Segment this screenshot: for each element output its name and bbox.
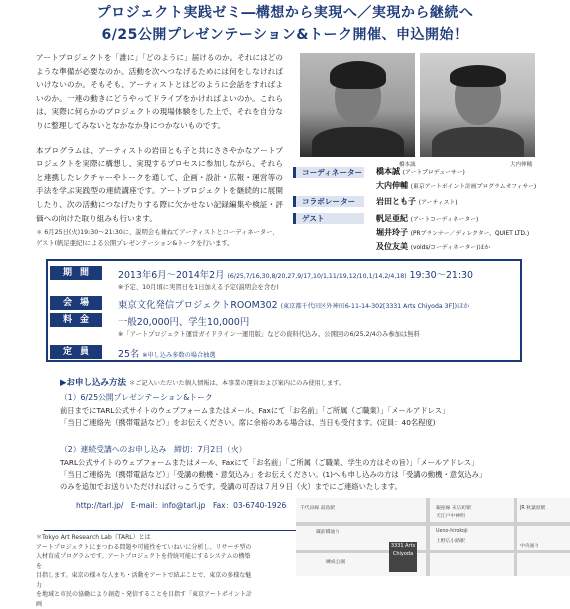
venue-name: 東京文化発信プロジェクトROOM302 [118, 300, 278, 311]
map-venue-marker: 3331 Arts Chiyoda [389, 542, 417, 572]
apply-heading [60, 376, 345, 388]
apply-section-2-line-3: のみを追加でお送りいただければけっこうです。受講の可否は７月９日（火）までにご連絡いたします。 [60, 482, 402, 491]
period-time: 19:30〜21:30 [409, 270, 473, 281]
map-park: 練成公園 [326, 560, 346, 565]
guest-1-name: 帆足亜紀 [376, 214, 408, 223]
apply-section-1-title: （1）6/25公開プレゼンテーション&トーク [60, 393, 213, 402]
portrait-photo-1 [300, 53, 415, 157]
photo-caption-2: 大内伸輔 [510, 162, 533, 168]
coordinator-2-name: 大内伸輔 [376, 181, 408, 190]
intro-paragraph-1: アートプロジェクトを「誰に」「どのように」届けるのか。それにはどのような準備が必要なのか。活動を次へつなげるためには何をしなければいけないのか。そもそも、アーティストとはどのように会話をすればよいのか。一連の動きにどうやってドライブをかければよいのか。これらは、実際に何らかのプロジェクトの現場体験をした上で、それを自分なりに整理してみないとなかなか身につかないものです。 [36, 53, 283, 130]
guest-2-role: (PRプランナー／ディレクター、QUIET LTD.) [410, 231, 530, 237]
guest-1 [376, 213, 478, 226]
footer-line-4: 目指します。東京の様々な人まち・活動をアートで結ぶことで、東京の多様な魅力 [36, 572, 252, 589]
map-label-ueno: Ueno-hirokoji [436, 529, 468, 534]
collaborator-name: 岩田とも子 [376, 197, 416, 206]
role-collaborator-label: コラボレーター [293, 196, 364, 207]
venue-label: 会場 [50, 296, 102, 310]
collaborator [376, 196, 457, 209]
apply-heading-note: ＊ご記入いただいた個人情報は、本事業の運営および案内にのみ使用します。 [129, 380, 346, 387]
apply-section-1-line-2: 「当日ご連絡先（携帯電話など）」をお伝えください。席に余裕のある場合は、当日も受付ます。(定員：40名程度) [60, 418, 436, 427]
collaborator-role: (アーティスト) [418, 200, 458, 206]
fee-note: ※「アートプロジェクト運営ガイドライン一運用版」などの資料代込み。公開回の6/25,2/4のみ参加は無料 [118, 331, 420, 338]
apply-section-2-line-2: 「当日ご連絡先（携帯電話など）」「受講の動機・意気込み」をお伝えください。(1)へも申し込みの方は「受講の動機・意気込み」 [60, 470, 487, 479]
guest-3-role: (voids/コーディネーター)ほか [410, 245, 491, 251]
guest-2 [376, 227, 529, 240]
guest-3 [376, 241, 490, 254]
fee-label: 料金 [50, 313, 102, 327]
apply-section-2-title: （2）連続受講へのお申し込み 締切：7月2日（火） [60, 445, 247, 454]
guest-1-role: (アートコーディネーター) [410, 217, 479, 223]
footer-line-3: 人材育成プログラムです。アートプロジェクトを持続可能にするシステムの構築を [36, 553, 251, 570]
apply-section-2-body [60, 457, 530, 493]
coordinator-2 [376, 180, 536, 193]
role-guest-label: ゲスト [293, 213, 364, 224]
intro-note-line-1: ＊ 6月25日(火)19:30〜21:30に、説明会も兼ねてアーティストとコーディネーター、 [36, 229, 279, 237]
capacity-label: 定員 [50, 345, 102, 359]
period-value [118, 267, 473, 281]
map-label-hall: 天江戸中神明 [436, 514, 465, 519]
intro-note [36, 227, 283, 249]
apply-section-2-line-1: TARL公式サイトのウェブフォームまたはメール、Faxにて「お名前」「ご所属（ご職業、学生の方はその旨）」「メールアドレス」 [60, 458, 479, 467]
capacity-number: 25名 [118, 349, 140, 360]
map-label-akiba: JR 秋葉原駅 [520, 506, 546, 511]
map-road-2: 中央通り [520, 544, 540, 549]
fee-value: 一般20,000円、学生10,000円 [118, 317, 250, 328]
coordinator-1-name: 橋本誠 [376, 167, 400, 176]
map-road-1: 蔵前橋通り [316, 530, 340, 535]
venue-value [118, 297, 469, 311]
map-station-1: 千代田線 湯島駅 [300, 506, 336, 511]
intro-text [36, 51, 283, 249]
period-note: ※予定、10月頃に実習日を1日加える予定(説明会を含む) [118, 284, 279, 291]
footer-text [36, 533, 256, 609]
photo-caption-1: 橋本誠 [399, 162, 416, 168]
coordinator-1 [376, 166, 465, 179]
apply-heading-title: ▶お申し込み方法 [60, 378, 127, 388]
apply-section-1-line-1: 前日までにTARL公式サイトのウェブフォームまたはメール、Faxにて「お名前」「ご所属（ご職業）」「メールアドレス」 [60, 406, 450, 415]
intro-paragraph-2: 本プログラムは、アーティストの岩田とも子と共にささやかなアートプロジェクトを実際に構想し、実現するプロセスに参加しながら、それらと連携したレクチャーやトークを通して、企画・設計・広報・運営等の手法を学ぶ実践型の連続講座です。アートプロジェクトを継続的に展開したり、次の活動につなげたりする際に欠かせない記録編集や検証・評価への向けた取り組みも行います。 [36, 145, 283, 223]
period-range: 2013年6月〜2014年2月 [118, 270, 225, 281]
footer-line-2: アートプロジェクトにまつわる問題や可能性をていねいに分析し、リサーチ型の [36, 543, 252, 551]
map-station-2: 銀座線 末広町駅 [436, 506, 472, 511]
apply-section-1-body [60, 405, 530, 429]
page-subtitle: 6/25公開プレゼンテーション&トーク開催、申込開始！ [101, 27, 469, 43]
map-label-station: 上野広小路駅 [436, 539, 465, 544]
footer-line-5: を地域と市民の協働により創造・発信することを目指す「東京アートポイント計画 [36, 591, 252, 608]
capacity-value [118, 346, 216, 360]
period-label: 期間 [50, 266, 102, 280]
coordinator-1-role: (アートプロデューサー) [402, 170, 465, 176]
footer-line-1: ＊Tokyo Art Research Lab（TARL）とは [36, 534, 151, 541]
coordinator-2-role: (東京アートポイント計画プログラムオフィサー) [410, 184, 537, 190]
guest-2-name: 堀井玲子 [376, 228, 408, 237]
portrait-photo-2 [420, 53, 535, 157]
page-title: プロジェクト実践ゼミ―構想から実現へ／実現から継続へ [96, 5, 474, 21]
capacity-note: ※申し込み多数の場合抽選 [142, 352, 216, 359]
contact-line: http://tarl.jp/ E-mail：info@tarl.jp Fax：03-6740-1926 [76, 501, 287, 510]
venue-address: (東京都千代田区外神田6-11-14-302[3331 Arts Chiyoda 3F])ほか [280, 303, 470, 310]
period-dates: (6/25,7/16,30,8/20,27,9/17,10/1,11/19,12/10,1/14,2/4,18) [227, 273, 407, 280]
guest-3-name: 及位友美 [376, 242, 408, 251]
role-coordinator-label: コーディネーター [293, 167, 364, 178]
intro-note-line-2: ゲスト(帆足亜紀)による公開プレゼンテーション&トークを行います。 [36, 240, 234, 248]
access-map [296, 498, 570, 576]
